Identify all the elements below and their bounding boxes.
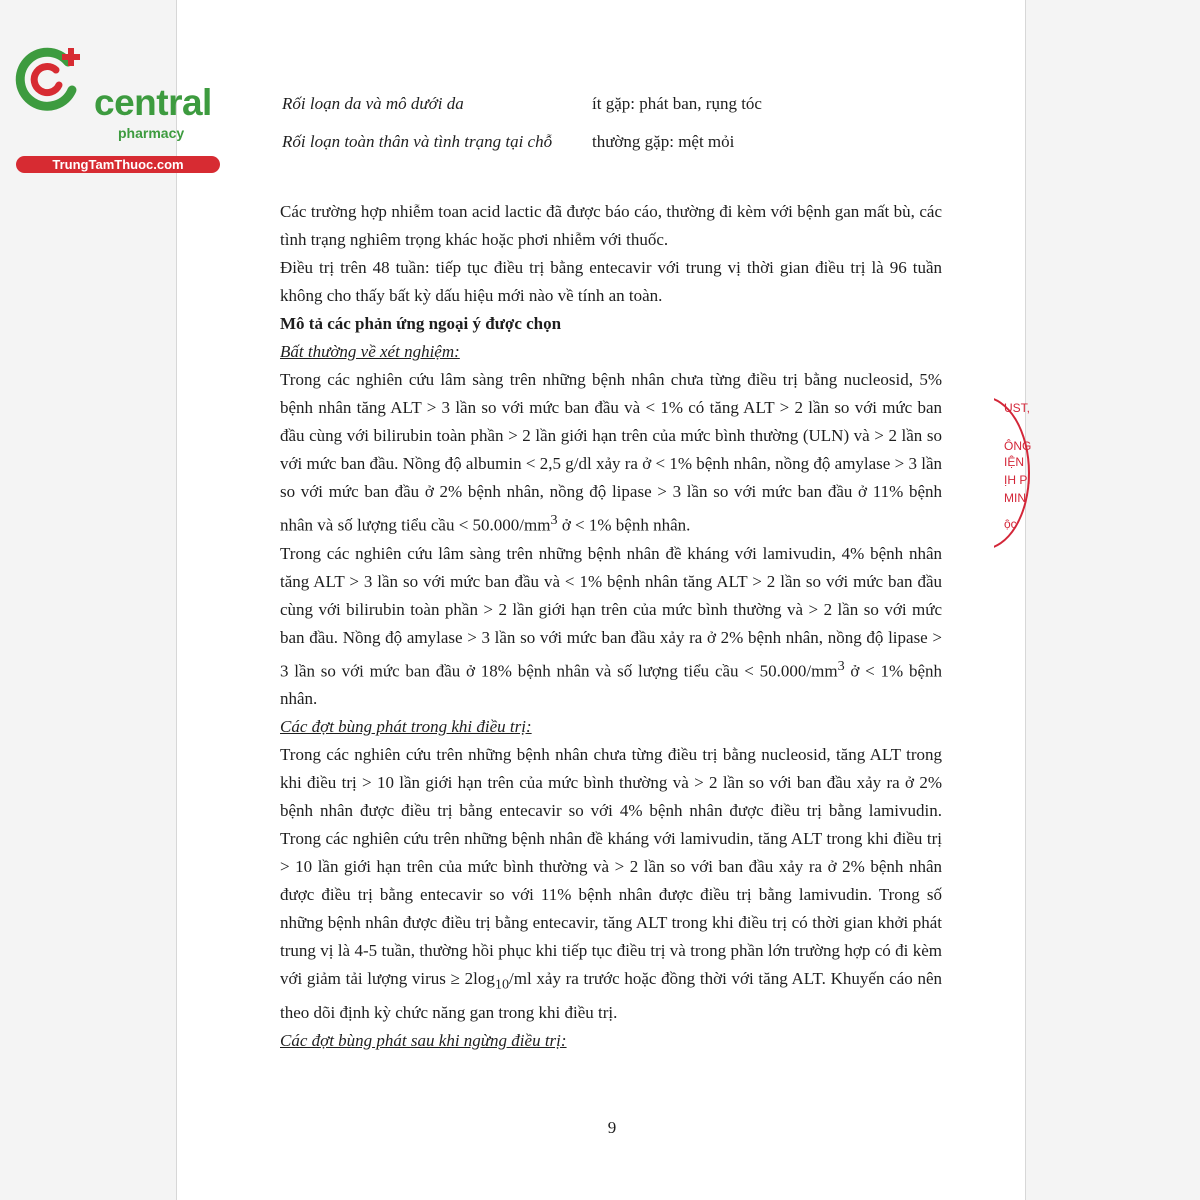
text-run: ở < 1% bệnh nhân. (280, 661, 942, 709)
subheading-flares-off-treatment: Các đợt bùng phát sau khi ngừng điều trị: (280, 1030, 567, 1050)
row-label: Rối loạn da và mô dưới da (282, 94, 464, 113)
superscript: 3 (550, 512, 558, 528)
subscript: 10 (494, 976, 510, 993)
paragraph-alt-flares (280, 741, 942, 1026)
body-text (280, 198, 942, 1055)
section-heading: Mô tả các phản ứng ngoại ý được chọn (280, 314, 562, 333)
paragraph-naive-patients (280, 366, 942, 540)
paragraph-lamivudine-refractory (280, 540, 942, 714)
paragraph-48-weeks: Điều trị trên 48 tuần: tiếp tục điều trị bằng entecavir với trung vị thời gian điều trị là 96 tuần không cho thấy bất kỳ dấu hiệu mới nào về tính an toàn. (280, 258, 942, 305)
text-run: Trong các nghiên cứu lâm sàng trên những bệnh nhân đề kháng với lamivudin, 4% bệnh nhân tăng ALT > 3 lần so với mức ban đầu và < 1% bệnh nhân tăng ALT > 2 lần so với mức ban đầu cùng với bilirubin toàn phần > 2 lần giới hạn trên của mức bình thường và > 2 lần so với mức ban đầu. Nồng độ amylase > 3 lần so với mức ban đầu xảy ra ở 2% bệnh nhân, nồng độ lipase > 3 lần so với mức ban đầu ở 18% bệnh nhân và số lượng tiểu cầu < 50.000/mm (280, 543, 942, 681)
text-run: /ml xảy ra trước hoặc đồng thời với tăng ALT. Khuyến cáo nên theo dõi định kỳ chức năng gan trong khi điều trị. (280, 969, 942, 1022)
row-value: ít gặp: phát ban, rụng tóc (592, 94, 762, 113)
subheading-lab-abnormalities: Bất thường về xét nghiệm: (280, 342, 460, 361)
stamp-text: ộc (1004, 517, 1017, 531)
brand-tagline: pharmacy (118, 125, 185, 141)
stamp-text: MIN (1004, 491, 1026, 505)
brand-name: central (94, 82, 212, 123)
site-url-badge[interactable]: TrungTamThuoc.com (16, 156, 220, 173)
superscript: 3 (837, 657, 845, 674)
pharmacy-cross-icon (10, 40, 90, 120)
table-row (282, 94, 762, 114)
text-run: Trong các nghiên cứu trên những bệnh nhân chưa từng điều trị bằng nucleosid, tăng ALT trong khi điều trị > 10 lần giới hạn trên của mức bình thường và > 2 lần so với ban đầu xảy ra ở 2% bệnh nhân được điều trị bằng entecavir so với 4% bệnh nhân được điều trị bằng lamivudin. Trong các nghiên cứu trên những bệnh nhân đề kháng với lamivudin, tăng ALT trong khi điều trị > 10 lần giới hạn trên của mức bình thường và > 2 lần so với ban đầu xảy ra ở 2% bệnh nhân được điều trị bằng entecavir so với 11% bệnh nhân được điều trị bằng lamivudin. Trong số những bệnh nhân được điều trị bằng entecavir, tăng ALT trong khi điều trị có thời gian khởi phát trung vị là 4-5 tuần, thường hồi phục khi tiếp tục điều trị và trong phần lớn trường hợp có đi kèm với giảm tải lượng virus ≥ 2log (280, 745, 942, 989)
row-label: Rối loạn toàn thân và tình trạng tại chỗ (282, 132, 553, 151)
text-run: Trong các nghiên cứu lâm sàng trên những bệnh nhân chưa từng điều trị bằng nucleosid, 5% bệnh nhân tăng ALT > 3 lần so với mức ban đầu và < 1% có tăng ALT > 2 lần so với mức ban đầu cùng với bilirubin toàn phần > 2 lần giới hạn trên của mức bình thường (ULN) và > 2 lần so với mức ban đầu. Nồng độ albumin < 2,5 g/dl xảy ra ở < 1% bệnh nhân, nồng độ amylase > 3 lần so với mức ban đầu ở 2% bệnh nhân, nồng độ lipase > 3 lần so với mức ban đầu ở 11% bệnh nhân và số lượng tiểu cầu < 50.000/mm (280, 370, 942, 535)
text-run: ở < 1% bệnh nhân. (557, 515, 691, 535)
central-pharmacy-logo[interactable] (10, 38, 212, 172)
page-number: 9 (607, 1118, 617, 1137)
stamp-text: IỆN (1004, 455, 1025, 469)
subheading-flares-on-treatment: Các đợt bùng phát trong khi điều trị: (280, 717, 532, 737)
stamp-text: ÔNG (1004, 439, 1032, 453)
red-stamp (994, 396, 1034, 556)
table-row (282, 132, 735, 152)
stamp-text: ỊH PI (1004, 473, 1031, 487)
stamp-text: UST, (1004, 401, 1031, 415)
paragraph-lactic-acidosis: Các trường hợp nhiễm toan acid lactic đã được báo cáo, thường đi kèm với bệnh gan mất bù, các tình trạng nghiêm trọng khác hoặc phơi nhiễm với thuốc. (280, 202, 942, 249)
row-value: thường gặp: mệt mỏi (592, 132, 735, 151)
